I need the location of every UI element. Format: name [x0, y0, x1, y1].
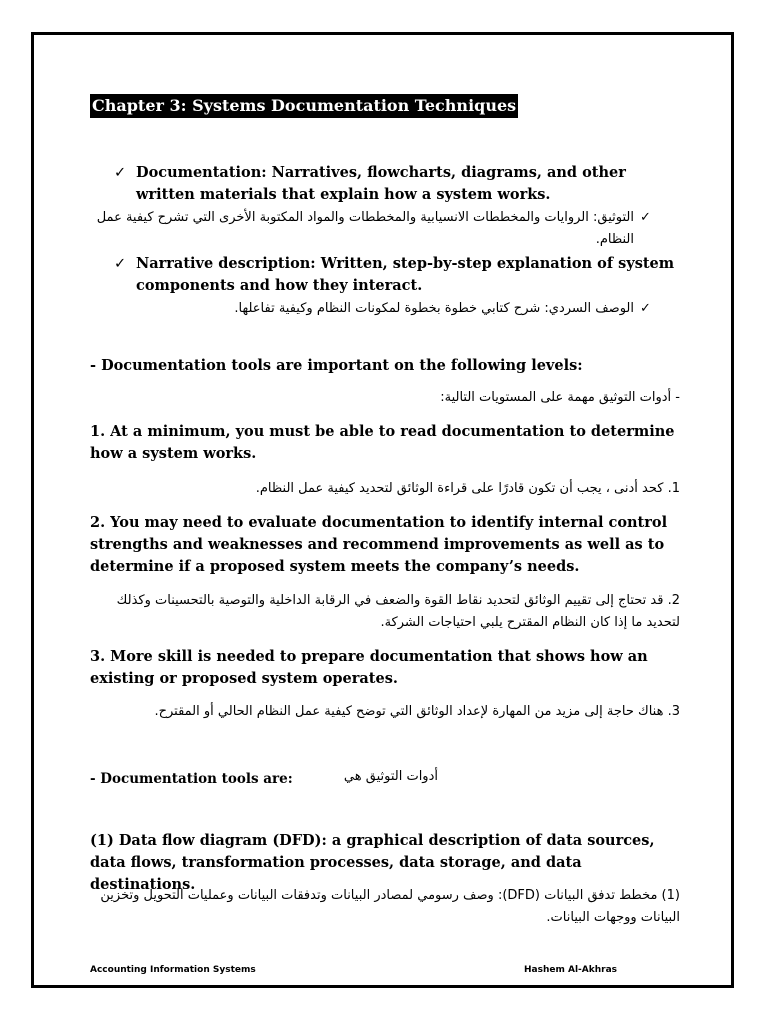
- footer-author: Hashem Al-Akhras: [524, 965, 617, 975]
- level-2-en: 2. You may need to evaluate documentation to identify internal control strengths and weaknesses and recommend improvements as well as to determine if a proposed system meets the company’s needs.: [90, 514, 668, 575]
- check-icon: ✓: [640, 210, 651, 225]
- levels-heading-en: - Documentation tools are important on the following levels:: [90, 357, 583, 374]
- level-1-ar: 1. كحد أدنى ، يجب أن تكون قادرًا على قراءة الوثائق لتحديد كيفية عمل النظام.: [255, 481, 680, 496]
- bullet-2-ar: الوصف السردي: شرح كتابي خطوة بخطوة لمكونات النظام وكيفية تفاعلها.: [234, 301, 634, 316]
- dfd-ar: (1) مخطط تدفق البيانات (DFD): وصف رسومي لمصادر البيانات وتدفقات البيانات وعمليات التحويل وتخزين البيانات ووجهات البيانات.: [100, 888, 680, 925]
- levels-heading-ar: - أدوات التوثيق مهمة على المستويات التالية:: [440, 390, 680, 405]
- tools-heading-ar: أدوات التوثيق هي: [343, 769, 438, 784]
- footer-course: Accounting Information Systems: [90, 965, 256, 975]
- bullet-1-ar: التوثيق: الروايات والمخططات الانسيابية والمخططات والمواد المكتوبة الأخرى التي تشرح كيفية عمل النظام.: [96, 210, 634, 247]
- tools-heading-en: - Documentation tools are:: [90, 771, 293, 787]
- level-1-en: 1. At a minimum, you must be able to read documentation to determine how a system works.: [90, 423, 675, 462]
- check-icon: ✓: [640, 301, 651, 316]
- level-3-ar: 3. هناك حاجة إلى مزيد من المهارة لإعداد الوثائق التي توضح كيفية عمل النظام الحالي أو المقترح.: [154, 704, 680, 719]
- level-2-ar: 2. قد تحتاج إلى تقييم الوثائق لتحديد نقاط القوة والضعف في الرقابة الداخلية والتوصية بالتحسينات وكذلك لتحديد ما إذا كان النظام المقترح يلبي احتياجات الشركة.: [116, 593, 680, 630]
- level-3-en: 3. More skill is needed to prepare documentation that shows how an existing or proposed system operates.: [90, 648, 648, 687]
- bullet-1-en: Documentation: Narratives, flowcharts, diagrams, and other written materials that explain how a system works.: [136, 164, 626, 203]
- chapter-title: Chapter 3: Systems Documentation Techniques: [90, 94, 518, 118]
- dfd-en: (1) Data flow diagram (DFD): a graphical description of data sources, data flows, transformation processes, data storage, and data destinations.: [90, 832, 655, 893]
- bullet-2-en: Narrative description: Written, step-by-step explanation of system components and how they interact.: [136, 255, 675, 294]
